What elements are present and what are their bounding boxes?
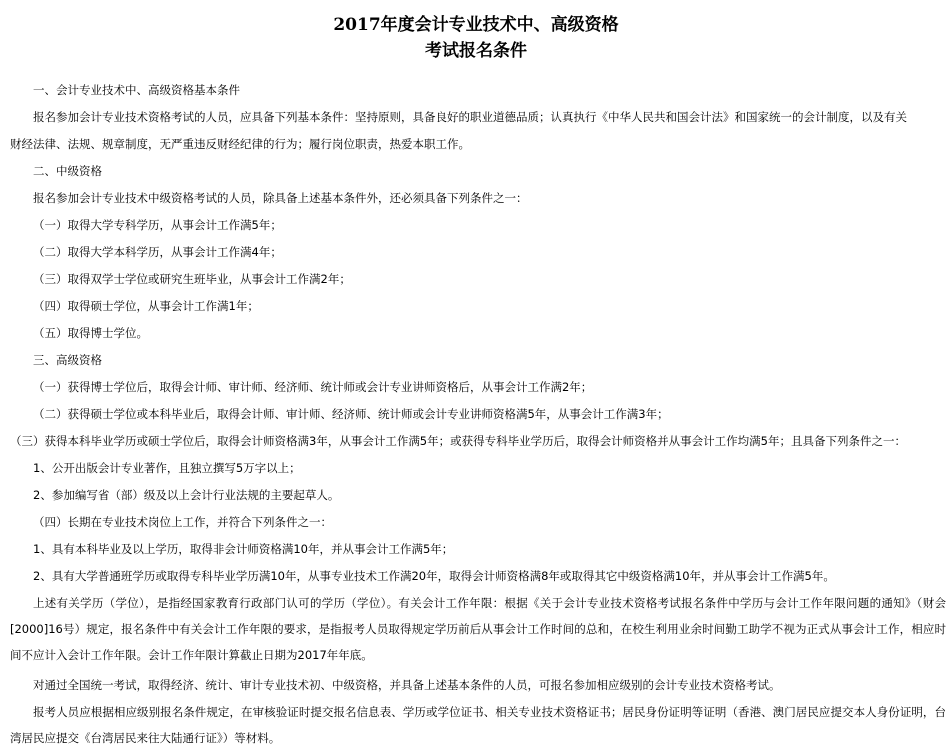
paragraph-line: 报名参加会计专业技术中级资格考试的人员，除具备上述基本条件外，还必须具备下列条件之一： (33, 191, 528, 205)
document-title: 2017年度会计专业技术中、高级资格 (333, 15, 619, 35)
list-item: （三）获得本科毕业学历或硕士学位后，取得会计师资格满3年，从事会计工作满5年；或获得专科毕业学历后，取得会计师资格并从事会计工作均满5年；且具备下列条件之一： (10, 434, 906, 448)
paragraph-line: 报名参加会计专业技术资格考试的人员，应具备下列基本条件：坚持原则，具备良好的职业道德品质；认真执行《中华人民共和国会计法》和国家统一的会计制度，以及有关 (33, 110, 907, 124)
list-item: （二）获得硕士学位或本科毕业后，取得会计师、审计师、经济师、统计师或会计专业讲师资格满5年，从事会计工作满3年； (33, 407, 669, 421)
section-heading-senior: 三、高级资格 (33, 353, 102, 367)
list-item: （三）取得双学士学位或研究生班毕业，从事会计工作满2年； (33, 272, 351, 286)
list-item: （四）取得硕士学位，从事会计工作满1年； (33, 299, 259, 313)
paragraph-education-note: 上述有关学历（学位），是指经国家教育行政部门认可的学历（学位）。有关会计工作年限：根据《关于会计专业技术资格考试报名条件中学历与会计工作年限问题的通知》（财会[2000]16号）规定，报名条件中有关会计工作年限的要求，是指报考人员取得规定学历前后从事会计工作时间的总和，在校生利用业余时间勤工助学不视为正式从事会计工作，相应时间不应计入会计工作年限。会计工作年限计算截止日期为2017年年底。 (10, 596, 946, 662)
list-item: 1、具有本科毕业及以上学历，取得非会计师资格满10年，并从事会计工作满5年； (33, 542, 454, 556)
section-heading-intermediate: 二、中级资格 (33, 164, 102, 178)
list-item: （四）长期在专业技术岗位上工作，并符合下列条件之一： (33, 515, 332, 529)
list-item: （一）取得大学专科学历，从事会计工作满5年； (33, 218, 282, 232)
paragraph-line: 财经法律、法规、规章制度，无严重违反财经纪律的行为；履行岗位职责，热爱本职工作。 (10, 137, 470, 151)
list-item: （二）取得大学本科学历，从事会计工作满4年； (33, 245, 282, 259)
list-item: 2、参加编写省（部）级及以上会计行业法规的主要起草人。 (33, 488, 340, 502)
list-item: （五）取得博士学位。 (33, 326, 148, 340)
list-item: 2、具有大学普通班学历或取得专科毕业学历满10年，从事专业技术工作满20年，取得会计师资格满8年或取得其它中级资格满10年，并从事会计工作满5年。 (33, 569, 835, 583)
paragraph-line: 对通过全国统一考试，取得经济、统计、审计专业技术初、中级资格，并具备上述基本条件的人员，可报名参加相应级别的会计专业技术资格考试。 (33, 678, 781, 692)
paragraph-documents: 报考人员应根据相应级别报名条件规定，在审核验证时提交报名信息表、学历或学位证书、相关专业技术资格证书；居民身份证明等证明（香港、澳门居民应提交本人身份证明，台湾居民应提交《台湾居民来往大陆通行证》）等材料。 (10, 705, 946, 745)
section-heading-basic: 一、会计专业技术中、高级资格基本条件 (33, 83, 240, 97)
document-subtitle: 考试报名条件 (425, 41, 527, 61)
list-item: （一）获得博士学位后，取得会计师、审计师、经济师、统计师或会计专业讲师资格后，从事会计工作满2年； (33, 380, 593, 394)
list-item: 1、公开出版会计专业著作，且独立撰写5万字以上； (33, 461, 301, 475)
